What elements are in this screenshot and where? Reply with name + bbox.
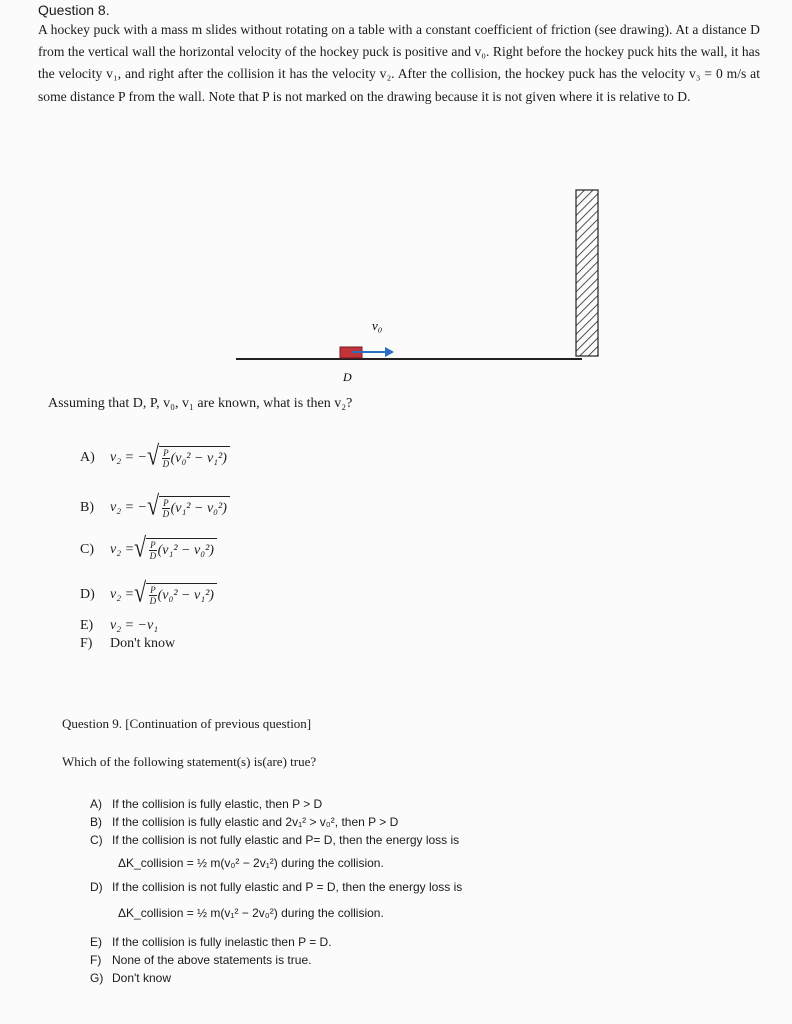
choice-a[interactable]: A) v₂ = − √ $\frac{P}{D}$ (v₀² − v₁²) [80, 446, 230, 469]
question-8-prompt: Assuming that D, P, v₀, v₁ are known, what is then v₂? [48, 396, 353, 411]
q9-option-c[interactable]: C) If the collision is not fully elastic and P= D, then the energy loss is [90, 833, 460, 847]
velocity-arrowhead [385, 347, 394, 357]
choice-c[interactable]: C) v₂ = √ $\frac{P}{D}$ (v₁² − v₀²) [80, 538, 217, 561]
q9-option-d-formula: ΔK_collision = ½ m(v₁² − 2v₀²) during the collision. [118, 906, 384, 920]
wall [576, 190, 598, 356]
q9-option-g[interactable]: G) Don't know [90, 971, 171, 985]
q9-option-e[interactable]: E) If the collision is fully inelastic then P = D. [90, 935, 332, 949]
q9-option-a[interactable]: A) If the collision is fully elastic, then P > D [90, 797, 323, 811]
question-9-prompt: Which of the following statement(s) is(are) true? [62, 754, 317, 769]
choice-e[interactable]: E) v₂ = −v₁ [80, 618, 159, 633]
question-8-title: Question 8. [38, 2, 110, 18]
q9-option-f[interactable]: F) None of the above statements is true. [90, 953, 312, 967]
question-8-body: A hockey puck with a mass m slides without rotating on a table with a constant coefficient of friction (see drawing). At a distance D from the vertical wall the horizontal velocity of the hockey puck is positive and v₀. Right before the hockey puck hits the wall, it has the velocity v₁, and right after the collision it has the velocity v₂. After the collision, the hockey puck has the velocity v₃ = 0 m/s at some distance P from the wall. Note that P is not marked on the drawing because it is not given where it is relative to D. [38, 22, 760, 104]
q9-option-c-formula: ΔK_collision = ½ m(v₀² − 2v₁²) during the collision. [118, 856, 384, 870]
choice-f[interactable]: F) Don't know [80, 636, 176, 651]
q9-option-b[interactable]: B) If the collision is fully elastic and 2v₁² > v₀², then P > D [90, 815, 399, 829]
q9-option-d[interactable]: D) If the collision is not fully elastic and P = D, then the energy loss is [90, 880, 463, 894]
choice-d[interactable]: D) v₂ = √ $\frac{P}{D}$ (v₀² − v₁²) [80, 583, 217, 606]
distance-label: D [343, 370, 352, 384]
hockey-puck-figure [0, 180, 792, 400]
choice-b[interactable]: B) v₂ = − √ $\frac{P}{D}$ (v₁² − v₀²) [80, 496, 230, 519]
velocity-label: v₀ [372, 318, 383, 333]
question-9-title: Question 9. [Continuation of previous question] [62, 716, 312, 731]
